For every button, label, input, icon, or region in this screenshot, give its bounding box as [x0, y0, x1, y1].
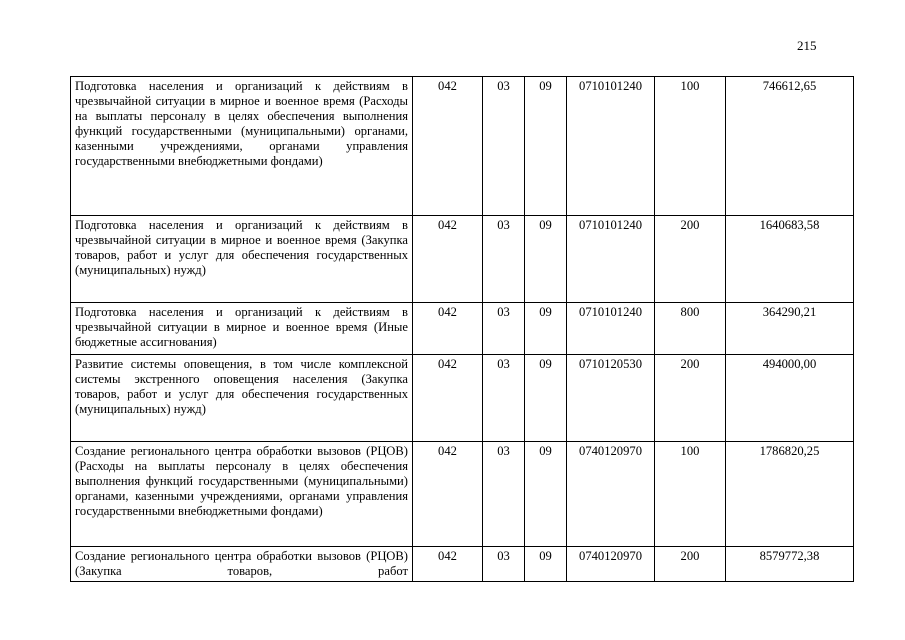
- expense-type-code: 100: [655, 442, 726, 547]
- section-code: 03: [483, 355, 525, 442]
- target-code: 0740120970: [567, 547, 655, 582]
- target-code: 0710120530: [567, 355, 655, 442]
- amount: 746612,65: [726, 77, 854, 216]
- subsection-code: 09: [525, 442, 567, 547]
- table-row: [71, 547, 854, 582]
- subsection-code: 09: [525, 77, 567, 216]
- target-code: 0740120970: [567, 442, 655, 547]
- target-code: 0710101240: [567, 77, 655, 216]
- expense-type-code: 200: [655, 355, 726, 442]
- ministry-code: 042: [413, 442, 483, 547]
- subsection-code: 09: [525, 355, 567, 442]
- page-number: 215: [797, 38, 817, 53]
- ministry-code: 042: [413, 355, 483, 442]
- table-row: [71, 355, 854, 442]
- target-code: 0710101240: [567, 216, 655, 303]
- amount: 1786820,25: [726, 442, 854, 547]
- row-description: Подготовка населения и организаций к действиям в чрезвычайной ситуации в мирное и военное время (Расходы на выплаты персоналу в целях обеспечения выполнения функций государственными (муниципальными) органами, казенными учреждениями, органами управления государственными внебюджетными фондами): [71, 77, 413, 216]
- ministry-code: 042: [413, 216, 483, 303]
- table-row: [71, 216, 854, 303]
- amount: 364290,21: [726, 303, 854, 355]
- ministry-code: 042: [413, 77, 483, 216]
- section-code: 03: [483, 547, 525, 582]
- amount: 1640683,58: [726, 216, 854, 303]
- expense-type-code: 800: [655, 303, 726, 355]
- row-description: Создание регионального центра обработки вызовов (РЦОВ) (Расходы на выплаты персоналу в целях обеспечения выполнения функций государственными (муниципальными) органами, казенными учреждениями, органами управления государственными внебюджетными фондами): [71, 442, 413, 547]
- section-code: 03: [483, 303, 525, 355]
- section-code: 03: [483, 442, 525, 547]
- amount: 8579772,38: [726, 547, 854, 582]
- row-description: Подготовка населения и организаций к действиям в чрезвычайной ситуации в мирное и военное время (Закупка товаров, работ и услуг для обеспечения государственных (муниципальных) нужд): [71, 216, 413, 303]
- table-row: [71, 442, 854, 547]
- subsection-code: 09: [525, 216, 567, 303]
- subsection-code: 09: [525, 547, 567, 582]
- ministry-code: 042: [413, 303, 483, 355]
- ministry-code: 042: [413, 547, 483, 582]
- row-description: Создание регионального центра обработки вызовов (РЦОВ) (Закупка товаров, работ: [71, 547, 413, 582]
- amount: 494000,00: [726, 355, 854, 442]
- target-code: 0710101240: [567, 303, 655, 355]
- section-code: 03: [483, 77, 525, 216]
- expense-type-code: 200: [655, 547, 726, 582]
- table-row: [71, 77, 854, 216]
- row-description: Развитие системы оповещения, в том числе комплексной системы экстренного оповещения населения (Закупка товаров, работ и услуг для обеспечения государственных (муниципальных) нужд): [71, 355, 413, 442]
- expense-type-code: 200: [655, 216, 726, 303]
- budget-table: [70, 76, 854, 582]
- section-code: 03: [483, 216, 525, 303]
- row-description: Подготовка населения и организаций к действиям в чрезвычайной ситуации в мирное и военное время (Иные бюджетные ассигнования): [71, 303, 413, 355]
- subsection-code: 09: [525, 303, 567, 355]
- expense-type-code: 100: [655, 77, 726, 216]
- table-row: [71, 303, 854, 355]
